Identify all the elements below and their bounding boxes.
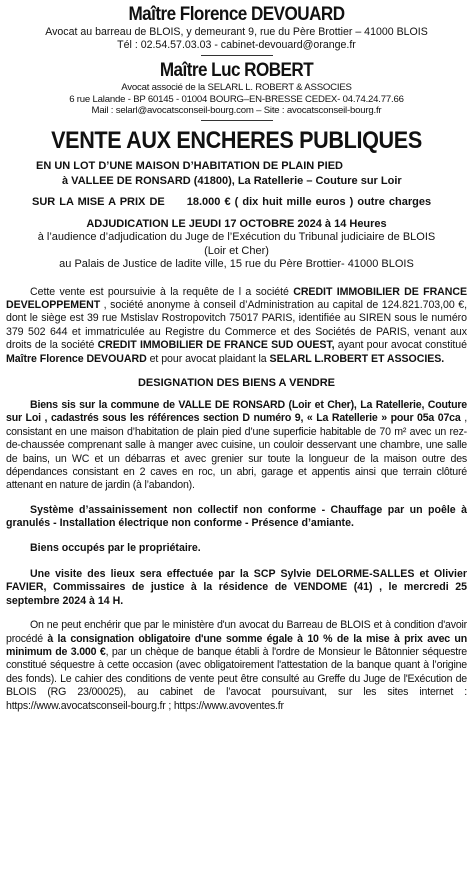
systems-paragraph: Système d’assainissement non collectif non conforme - Chauffage par un poêle à granulés - Installation électrique non conforme - Présence d’amiante. — [6, 503, 467, 530]
designation-text: , consistant en une maison d’habitation de plain pied d’une superficie habitable de 70 m² avec un rez-de-chaussée comprenant salle à manger avec cuisine, un couloir desservant une chambre, une salle de bains, un WC et un débarras et avec grenier sur toute la longueur de la maison outre des dépendances consistant en 2 caves en roc, un abri, garage et appentis ainsi que terrain clôturé attenant en nature de jardin (à l’abandon). — [6, 412, 467, 492]
intro-text-3: ayant pour avocat constitué — [334, 339, 467, 352]
creditor-name: CREDIT IMMOBILIER DE FRANCE DEVELOPPEMENT — [6, 285, 467, 311]
price-label: SUR LA MISE A PRIX DE — [32, 195, 165, 208]
lawyer2-line1: Avocat associé de la SELARL L. ROBERT & ASSOCIES — [121, 82, 352, 93]
intro-text-4: et pour avocat plaidant la — [146, 352, 270, 365]
intro-text-1: Cette vente est poursuivie à la requête de l a société — [30, 285, 294, 298]
lawyer2-name: Maître Luc ROBERT — [159, 60, 314, 81]
separator-line — [201, 120, 273, 121]
conditions-text-2: , par un chèque de banque établi à l'ordre de Monsieur le Bâtonnier séquestre constitué séquestre à cette occasion (avec obligatoirement l'attestation de la banque quant à l’origine des fonds). Le cahier des conditions de vente peut être consulté au Greffe du Juge de l'Exécution de BLOIS (RG 23/00025), au cabinet de l’avocat poursuivant, sur les sites internet : https://www.avocatsconseil-bourg.fr ; https://www.avoventes.fr — [6, 646, 467, 712]
subtitle-location: à VALLEE DE RONSARD (41800), La Ratellerie – Couture sur Loir — [62, 174, 402, 187]
visit-paragraph: Une visite des lieux sera effectuée par la SCP Sylvie DELORME-SALLES et Olivier FAVIER, Commissaires de justice à la résidence de VENDOME (41) , le mercredi 25 septembre 2024 à 14 H. — [6, 568, 467, 607]
constituted-lawyer: Maître Florence DEVOUARD — [6, 352, 147, 365]
lawyer1-address: Avocat au barreau de BLOIS, y demeurant 9, rue du Père Brottier – 41000 BLOIS — [45, 26, 428, 38]
lawyer2-line3: Mail : selarl@avocatsconseil-bourg.com – Site : avocatsconseil-bourg.fr — [91, 105, 382, 116]
lawyer1-name: Maître Florence DEVOUARD — [128, 4, 345, 25]
separator-line — [201, 55, 273, 56]
auction-block — [6, 218, 467, 272]
conditions-text-1: On ne peut enchérir que par le ministère d'un avocat du Barreau de BLOIS et à condition d'avoir procédé — [6, 619, 467, 645]
intro-text-2: , société anonyme à conseil d’Administration au capital de 124.821.703,00 €, dont le siège est 39 rue Mstislav Rostropovitch 75017 PARIS, identifiée au SIREN sous le numéro 379 502 644 et immatriculée au Registre du Commerce et des Sociétés de PARIS, venant aux droits de la société — [6, 298, 467, 352]
designation-bold: Biens sis sur la commune de VALLE DE RONSARD (Loir et Cher), La Ratellerie, Couture sur Loi , cadastrés sous les références section D numéro 9, « La Ratellerie » pour 05a 07ca — [6, 398, 467, 425]
intro-paragraph — [6, 286, 467, 366]
deposit-requirement: à la consignation obligatoire d'une somme égale à 10 % de la mise à prix avec un minimum de 3.000 € — [6, 632, 467, 659]
designation-title: DESIGNATION DES BIENS A VENDRE — [137, 376, 335, 389]
lawyer2-line2: 6 rue Lalande - BP 60145 - 01004 BOURG–EN-BRESSE CEDEX- 04.74.24.77.66 — [69, 93, 404, 105]
auction-line3: au Palais de Justice de ladite ville, 15 rue du Père Brottier- 41000 BLOIS — [59, 258, 414, 270]
starting-price — [6, 195, 467, 209]
auction-line1: à l’audience d’adjudication du Juge de l’Exécution du Tribunal judiciaire de BLOIS — [37, 231, 436, 243]
subtitle-lot: EN UN LOT D’UNE MAISON D’HABITATION DE PLAIN PIED — [36, 159, 343, 172]
auction-line2: (Loir et Cher) — [204, 244, 269, 257]
price-amount: 18.000 € ( dix huit mille euros ) outre charges — [186, 195, 432, 208]
designation-paragraph — [6, 399, 467, 493]
conditions-paragraph — [6, 619, 467, 713]
page-title: VENTE AUX ENCHERES PUBLIQUES — [51, 126, 422, 154]
occupied-paragraph: Biens occupés par le propriétaire. — [30, 541, 201, 554]
lawyer2-block — [6, 59, 467, 117]
pleading-firm: SELARL L.ROBERT ET ASSOCIES. — [269, 352, 445, 365]
auction-date: ADJUDICATION LE JEUDI 17 OCTOBRE 2024 à 14 Heures — [86, 217, 387, 230]
former-creditor-name: CREDIT IMMOBILIER DE FRANCE SUD OUEST, — [97, 339, 335, 352]
lawyer1-block — [6, 3, 467, 52]
lawyer1-contact: Tél : 02.54.57.03.03 - cabinet-devouard@orange.fr — [117, 39, 356, 51]
